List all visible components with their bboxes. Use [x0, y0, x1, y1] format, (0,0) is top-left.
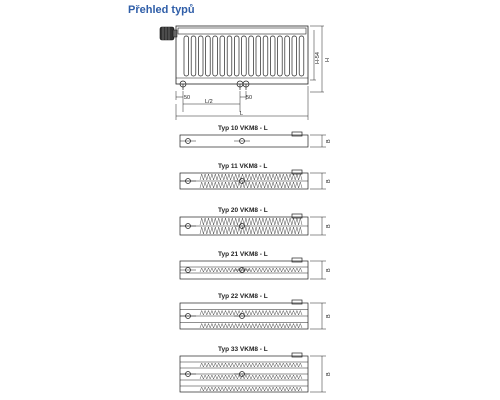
radiator-fin: [242, 36, 247, 76]
radiator-fin: [263, 36, 268, 76]
radiator-fin: [292, 36, 297, 76]
type-20-label: Typ 20 VKM8 - L: [218, 207, 268, 214]
type-10-label: Typ 10 VKM8 - L: [218, 125, 268, 132]
radiator-top-rail: [178, 28, 306, 34]
convector-fins: [200, 375, 302, 379]
radiator-fin: [256, 36, 261, 76]
dim-height: H: [325, 58, 331, 62]
dim-height-inner: H-54: [315, 52, 321, 64]
convector-fins: [200, 268, 302, 272]
type-33-label: Typ 33 VKM8 - L: [218, 346, 268, 353]
radiator-fin: [285, 36, 290, 76]
radiator-fin: [270, 36, 275, 76]
radiator-fin: [206, 36, 211, 76]
convector-fins: [200, 311, 302, 316]
dim-offset-left: 50: [184, 95, 191, 101]
convector-fins: [200, 363, 302, 367]
section-view: [180, 214, 332, 235]
type-11-label: Typ 11 VKM8 - L: [218, 163, 268, 170]
radiator-fin: [198, 36, 203, 76]
dim-half-length: L/2: [205, 99, 213, 105]
section-view: [180, 353, 332, 392]
type-section-views: [180, 132, 332, 392]
depth-label: B: [326, 179, 332, 183]
radiator-fin: [220, 36, 225, 76]
depth-label: B: [326, 139, 332, 143]
depth-label: B: [326, 314, 332, 318]
type-22-label: Typ 22 VKM8 - L: [218, 293, 268, 300]
radiator-fin: [299, 36, 304, 76]
radiator-front-view: [176, 26, 308, 84]
convector-fins: [200, 324, 302, 329]
mounting-bracket: [292, 300, 302, 304]
section-view: [180, 300, 332, 329]
radiator-fin: [213, 36, 218, 76]
radiator-fins: [184, 36, 304, 76]
type-21-label: Typ 21 VKM8 - L: [218, 251, 268, 258]
mounting-bracket: [292, 214, 302, 218]
bottom-connections: [180, 81, 249, 90]
convector-fins: [200, 387, 302, 391]
depth-label: B: [326, 224, 332, 228]
convector-fins: [200, 174, 302, 180]
section-view: [180, 170, 332, 189]
section-view: [180, 132, 332, 147]
convector-fins: [200, 218, 302, 225]
mounting-bracket: [292, 258, 302, 262]
dim-offset-right: 50: [246, 95, 253, 101]
mounting-bracket: [292, 353, 302, 357]
radiator-fin: [249, 36, 254, 76]
convector-fins: [200, 182, 302, 188]
radiator-fin: [278, 36, 283, 76]
depth-label: B: [326, 372, 332, 376]
page-title: Přehled typů: [128, 4, 195, 16]
radiator-fin: [227, 36, 232, 76]
radiator-fin: [191, 36, 196, 76]
thermostat-valve-icon: [160, 27, 177, 40]
radiator-fin: [234, 36, 239, 76]
convector-fins: [200, 227, 302, 234]
radiator-fin: [184, 36, 189, 76]
depth-label: B: [326, 268, 332, 272]
section-view: [180, 258, 332, 279]
mounting-bracket: [292, 132, 302, 136]
dim-length: L: [240, 111, 244, 117]
